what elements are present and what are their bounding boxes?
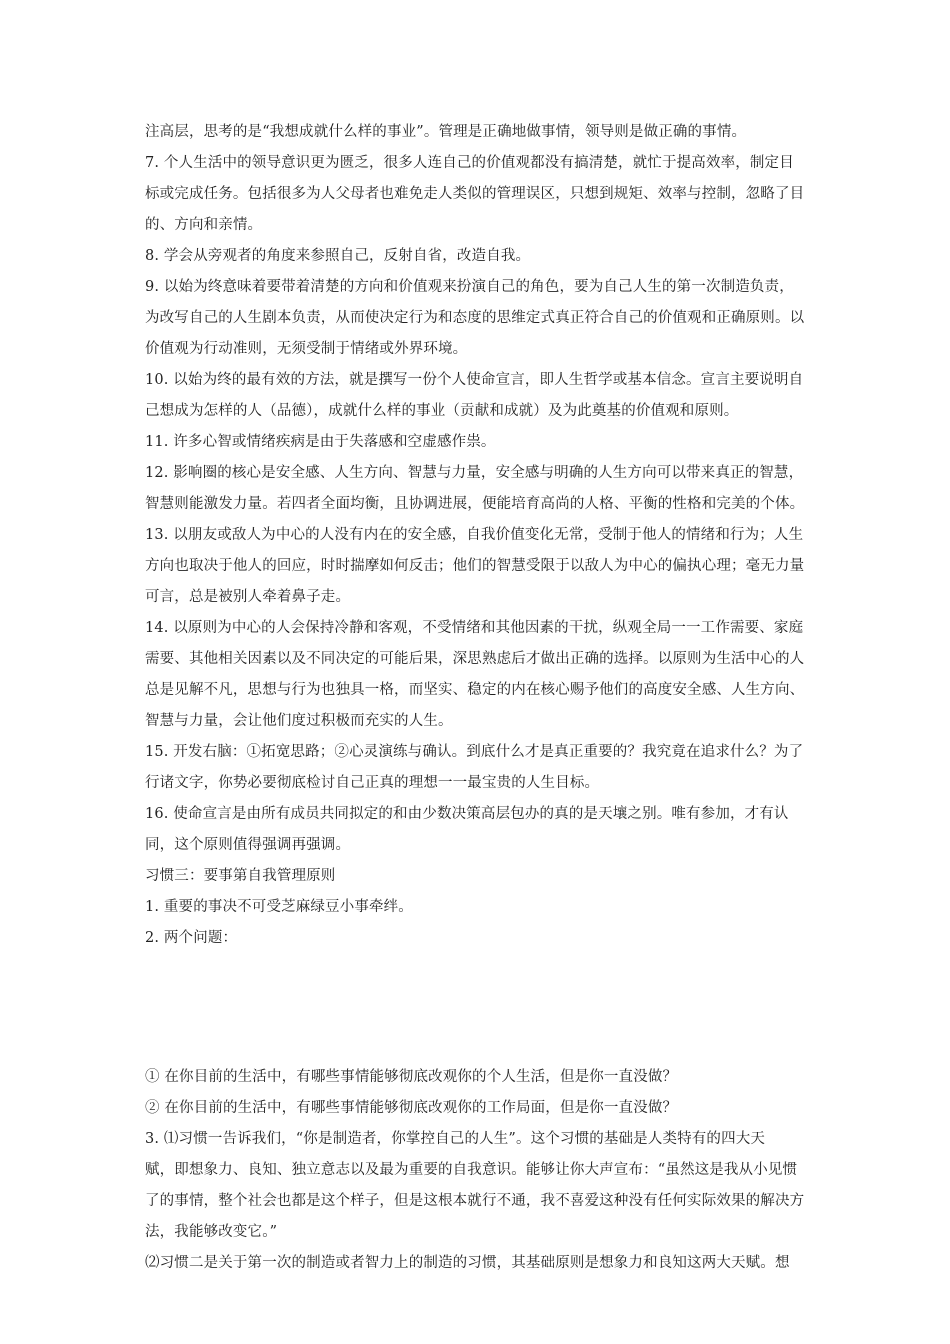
text-line: 法，我能够改变它。”: [145, 1224, 278, 1240]
text-line: 10. 以始为终的最有效的方法，就是撰写一份个人使命宣言，即人生哲学或基本信念。宣言主要说明自: [145, 372, 804, 388]
question-item: ② 在你目前的生活中，有哪些事情能够彻底改观你的工作局面，但是你一直没做？: [145, 1100, 678, 1116]
text-line: 1. 重要的事决不可受芝麻绿豆小事牵绊。: [145, 899, 413, 915]
text-line: 3. ⑴习惯一告诉我们，“你是制造者，你掌控自己的人生”。这个习惯的基础是人类特有的四大天: [145, 1131, 766, 1147]
text-line: 为改写自己的人生剧本负责，从而使决定行为和态度的思维定式真正符合自己的价值观和正确原则。以: [145, 310, 805, 326]
text-block-top: [145, 117, 865, 954]
text-line: 需要、其他相关因素以及不同决定的可能后果，深思熟虑后才做出正确的选择。以原则为生活中心的人: [145, 651, 805, 667]
text-line: 的、方向和亲情。: [145, 217, 263, 233]
text-line: 智慧则能激发力量。若四者全面均衡，且协调进展，便能培育高尚的人格、平衡的性格和完美的个体。: [145, 496, 805, 512]
text-line: 注高层，思考的是“我想成就什么样的事业”。管理是正确地做事情，领导则是做正确的事情。: [145, 124, 747, 140]
text-line: 14. 以原则为中心的人会保持冷静和客观，不受情绪和其他因素的干扰，纵观全局一一工作需要、家庭: [145, 620, 804, 636]
text-line: 可言，总是被别人牵着鼻子走。: [145, 589, 351, 605]
question-item: ① 在你目前的生活中，有哪些事情能够彻底改观你的个人生活，但是你一直没做？: [145, 1069, 678, 1085]
text-line: 智慧与力量，会让他们度过积极而充实的人生。: [145, 713, 453, 729]
text-line: 2. 两个问题：: [145, 930, 238, 946]
text-line: 11. 许多心智或情绪疾病是由于失落感和空虚感作祟。: [145, 434, 496, 450]
text-line: 赋，即想象力、良知、独立意志以及最为重要的自我意识。能够让你大声宣布：“虽然这是我从小见惯: [145, 1162, 798, 1178]
section-heading: 习惯三：要事第自我管理原则: [145, 868, 336, 884]
text-line: 7. 个人生活中的领导意识更为匮乏，很多人连自己的价值观都没有搞清楚，就忙于提高效率，制定目: [145, 155, 794, 171]
text-line: 了的事情，整个社会也都是这个样子，但是这根本就行不通，我不喜爱这种没有任何实际效果的解决方: [145, 1193, 805, 1209]
text-line: 同，这个原则值得强调再强调。: [145, 837, 351, 853]
text-line: 8. 学会从旁观者的角度来参照自己，反射自省，改造自我。: [145, 248, 531, 264]
text-line: 9. 以始为终意味着要带着清楚的方向和价值观来扮演自己的角色，要为自己人生的第一次制造负责，: [145, 279, 794, 295]
text-line: 方向也取决于他人的回应，时时揣摩如何反击；他们的智慧受限于以敌人为中心的偏执心理；毫无力量: [145, 558, 805, 574]
text-line: 16. 使命宣言是由所有成员共同拟定的和由少数决策高层包办的真的是天壤之别。唯有参加，才有认: [145, 806, 789, 822]
text-line: 行诸文字，你势必要彻底检讨自己正真的理想一一最宝贵的人生目标。: [145, 775, 600, 791]
text-line: 12. 影响圈的核心是安全感、人生方向、智慧与力量，安全感与明确的人生方向可以带来真正的智慧，: [145, 465, 804, 481]
text-block-bottom: [145, 1062, 865, 1279]
text-line: 己想成为怎样的人（品德），成就什么样的事业（贡献和成就）及为此奠基的价值观和原则。: [145, 403, 739, 419]
text-line: 标或完成任务。包括很多为人父母者也难免走人类似的管理误区，只想到规矩、效率与控制，忽略了目: [145, 186, 805, 202]
text-line: ⑵习惯二是关于第一次的制造或者智力上的制造的习惯，其基础原则是想象力和良知这两大天赋。想: [145, 1255, 790, 1271]
text-line: 总是见解不凡，思想与行为也独具一格，而坚实、稳定的内在核心赐予他们的高度安全感、人生方向、: [145, 682, 805, 698]
text-line: 15. 开发右脑：①拓宽思路；②心灵演练与确认。到底什么才是真正重要的？我究竟在追求什么？为了: [145, 744, 804, 760]
text-line: 13. 以朋友或敌人为中心的人没有内在的安全感，自我价值变化无常，受制于他人的情绪和行为；人生: [145, 527, 804, 543]
text-line: 价值观为行动准则，无须受制于情绪或外界环境。: [145, 341, 468, 357]
